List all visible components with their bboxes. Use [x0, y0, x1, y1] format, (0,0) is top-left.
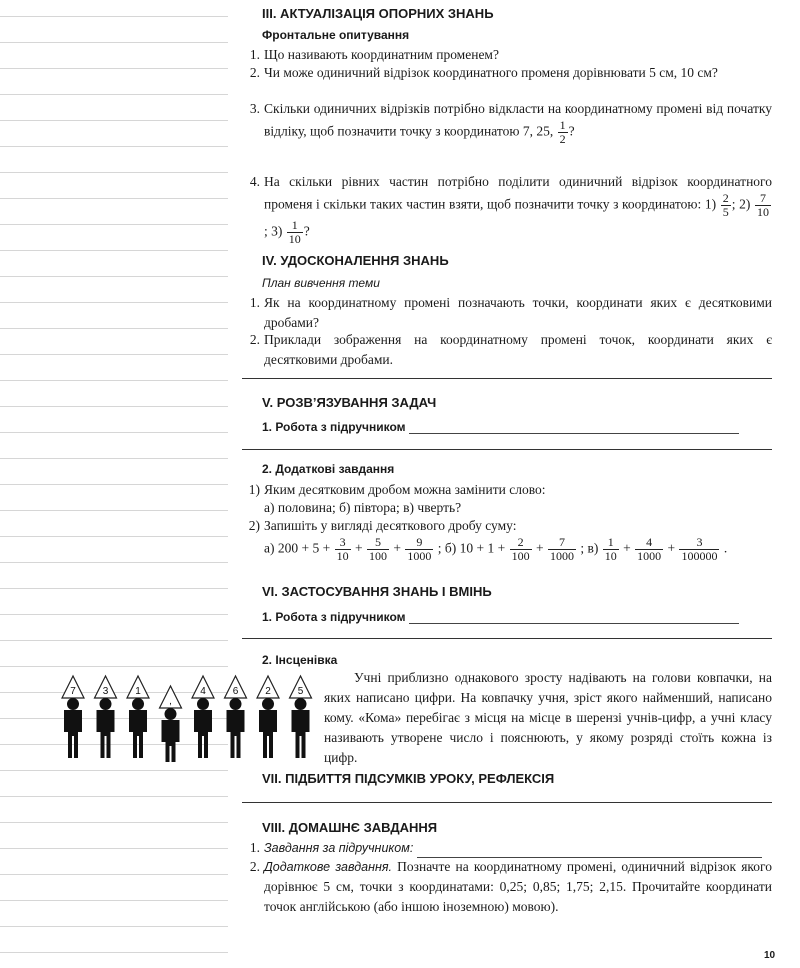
margin-line [0, 406, 228, 407]
divider [242, 802, 772, 803]
divider [242, 378, 772, 379]
hat-digit: 3 [102, 686, 109, 697]
question-4: 4. На скільки рівних частин потрібно поділити одиничний відрізок координатного променя і скільки таких частин взяти, щоб позначити точку з координатою: 1) $\frac{2}{5}$ ; 2) $\frac{7}{10}$ ; 3) $\frac{1}{10}$ ? [249, 174, 772, 246]
figure-body [194, 710, 212, 758]
children-with-hats-illustration [58, 672, 320, 762]
margin-line [0, 536, 228, 537]
fraction: $\frac{2}{5}$ [722, 191, 729, 219]
figure-head [132, 698, 144, 710]
margin-line [0, 172, 228, 173]
margin-line [0, 302, 228, 303]
section-6-title: VI. ЗАСТОСУВАННЯ ЗНАНЬ І ВМІНЬ [262, 584, 492, 599]
margin-line [0, 120, 228, 121]
section-4-title: IV. УДОСКОНАЛЕННЯ ЗНАНЬ [262, 253, 449, 268]
section-7-title: VII. ПІДБИТТЯ ПІДСУМКІВ УРОКУ, РЕФЛЕКСІЯ [262, 771, 555, 786]
section-3-title: III. АКТУАЛІЗАЦІЯ ОПОРНИХ ЗНАНЬ [262, 6, 494, 21]
math-text: ; б) 10 + 1 + [434, 540, 509, 556]
margin-line [0, 510, 228, 511]
fraction: $\frac{7}{1000}$ [549, 535, 574, 563]
question-3: 3. Скільки одиничних відрізків потрібно відкласти на координатному промені від початку відліку, щоб позначити точку з координатою 7, 25, $\frac{1}{2}$ ? [249, 101, 772, 146]
margin-line [0, 666, 228, 667]
margin-line [0, 614, 228, 615]
margin-line [0, 484, 228, 485]
fraction: $\frac{2}{100}$ [511, 535, 530, 563]
fraction: $\frac{5}{100}$ [368, 535, 387, 563]
margin-line [0, 380, 228, 381]
margin-line [0, 94, 228, 95]
margin-line [0, 328, 228, 329]
margin-line [0, 848, 228, 849]
math-text: а) 200 + 5 + [264, 540, 334, 556]
hat-digit: 5 [297, 686, 304, 697]
hat-digit: 4 [200, 686, 206, 697]
fraction: $\frac{9}{1000}$ [407, 535, 432, 563]
margin-line [0, 588, 228, 589]
figure-head [230, 698, 242, 710]
math-text: + [351, 540, 366, 556]
margin-line [0, 354, 228, 355]
fraction: $\frac{1}{10}$ [604, 535, 617, 563]
section-5-title: V. РОЗВ’ЯЗУВАННЯ ЗАДАЧ [262, 395, 437, 410]
margin-line [0, 198, 228, 199]
staging-text: Учні приблизно однакового зросту надівають на голови ковпачки, на яких написано цифри. На ковпачку учня, зріст якого найменший, написано кому. «Кома» перебігає з місця на місце в шерензі учнів-цифр, а учні класу називають утворене число і пояснюють, у якому розряді стоїть кожна із цифр. [324, 670, 772, 765]
answer-line[interactable] [409, 421, 739, 434]
margin-line [0, 926, 228, 927]
margin-line [0, 68, 228, 69]
figure-body [162, 720, 180, 762]
figure-body [129, 710, 147, 758]
margin-line [0, 796, 228, 797]
math-text: + [532, 540, 547, 556]
homework-item-2: 2. Додаткове завдання. Позначте на координатному промені, одиничний відрізок якого дорівнює 5 см, точки з координатами: 0,25; 0,85; 1,75; 2,15. Прочитайте координати точок англійською (або іншою іноземною) мовою). [249, 859, 772, 914]
figure-head [295, 698, 307, 710]
margin-line [0, 822, 228, 823]
fraction: $\frac{1}{10}$ [288, 218, 301, 246]
section-3-subtitle: Фронтальне опитування [262, 28, 410, 42]
math-text: + [619, 540, 635, 556]
notes-margin [0, 0, 230, 968]
figure-head [67, 698, 79, 710]
margin-line [0, 562, 228, 563]
figure-body [97, 710, 115, 758]
plan-item-1: 1. Як на координатному промені позначають точки, координати яких є десятковими дробами? [249, 295, 772, 330]
question-2: 2. Чи може одиничний відрізок координатного променя дорівнювати 5 см, 10 см? [249, 65, 718, 80]
math-text: . [720, 540, 728, 556]
hat-digit: 2 [265, 686, 271, 697]
textbook-work-label: 1. Робота з підручником [262, 420, 739, 434]
textbook-work-label-2: 1. Робота з підручником [262, 610, 739, 624]
figure-head [100, 698, 112, 710]
divider [242, 638, 772, 639]
margin-line [0, 458, 228, 459]
margin-line [0, 432, 228, 433]
figure-head [165, 708, 177, 720]
page-number: 10 [764, 950, 776, 961]
figure-body [227, 710, 245, 758]
figure-body [259, 710, 277, 758]
plan-item-2: 2. Приклади зображення на координатному промені точок, координати яких є десятковими дробами. [249, 332, 772, 367]
margin-line [0, 42, 228, 43]
task-1: 1) Яким десятковим дробом можна замінити слово: а) половина; б) півтора; в) чверть? [248, 482, 546, 515]
answer-line[interactable] [409, 611, 739, 624]
margin-line [0, 640, 228, 641]
hat-digit: 6 [232, 686, 239, 697]
figure-head [262, 698, 274, 710]
math-text: + [664, 540, 679, 556]
figure-body [292, 710, 310, 758]
extra-tasks-label: 2. Додаткові завдання [262, 462, 395, 476]
math-text: ; в) [576, 540, 602, 556]
section-8-title: VIII. ДОМАШНЄ ЗАВДАННЯ [262, 820, 438, 835]
section-4-subtitle: План вивчення теми [262, 276, 380, 290]
margin-line [0, 146, 228, 147]
margin-line [0, 952, 228, 953]
margin-line [0, 224, 228, 225]
hat-digit: 1 [135, 686, 141, 697]
margin-line [0, 900, 228, 901]
math-text: + [389, 540, 405, 556]
margin-line [0, 276, 228, 277]
hat-digit: 7 [70, 686, 76, 697]
divider [242, 449, 772, 450]
margin-line [0, 250, 228, 251]
fraction: $\frac{3}{100000}$ [681, 535, 718, 563]
figure-body [64, 710, 82, 758]
staging-label: 2. Інсценівка [262, 653, 338, 667]
fraction: $\frac{7}{10}$ [757, 191, 769, 219]
fraction: $\frac{3}{10}$ [336, 535, 349, 563]
margin-line [0, 770, 228, 771]
margin-line [0, 16, 228, 17]
sum-expression [264, 536, 727, 563]
fraction: $\frac{1}{2}$ [559, 118, 566, 146]
hat-digit: , [169, 696, 172, 707]
figure-head [197, 698, 209, 710]
margin-line [0, 874, 228, 875]
fraction: $\frac{4}{1000}$ [637, 535, 662, 563]
